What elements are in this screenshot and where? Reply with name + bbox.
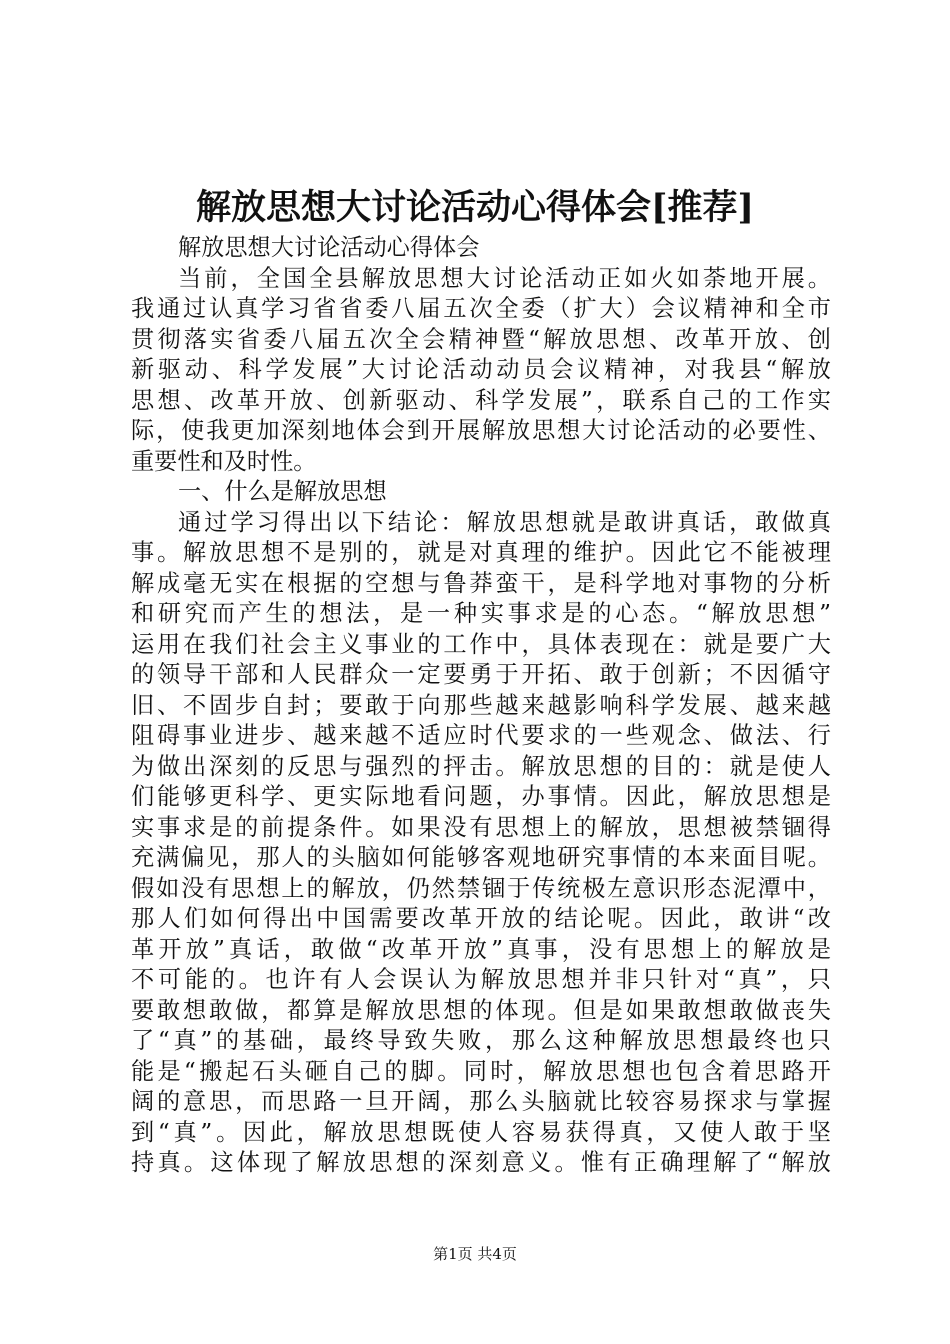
paragraph-line: 到“真”。因此，解放思想既使人容易获得真，又使人敢于坚 — [131, 1118, 831, 1146]
paragraph-line: 充满偏见，那人的头脑如何能够客观地研究事情的本来面目呢。 — [131, 844, 831, 871]
paragraph-line: 思想、改革开放、创新驱动、科学发展”，联系自己的工作实 — [131, 386, 831, 414]
paragraph-line: 解成毫无实在根据的空想与鲁莽蛮干，是科学地对事物的分析 — [131, 569, 831, 597]
paragraph-line: 阻碍事业进步、越来越不适应时代要求的一些观念、做法、行 — [131, 722, 831, 749]
paragraph-line: 为做出深刻的反思与强烈的抨击。解放思想的目的：就是使人 — [131, 752, 831, 780]
paragraph-line: 和研究而产生的想法，是一种实事求是的心态。“解放思想” — [131, 600, 831, 627]
paragraph-line: 的领导干部和人民群众一定要勇于开拓、敢于创新；不因循守 — [131, 661, 831, 688]
paragraph-line: 新驱动、科学发展”大讨论活动动员会议精神，对我县“解放 — [131, 356, 831, 383]
paragraph-line: 了“真”的基础，最终导致失败，那么这种解放思想最终也只 — [131, 1027, 831, 1054]
paragraph-line: 我通过认真学习省省委八届五次全委（扩大）会议精神和全市 — [131, 295, 831, 322]
paragraph-line: 际，使我更加深刻地体会到开展解放思想大讨论活动的必要性、 — [131, 417, 831, 444]
paragraph-line: 重要性和及时性。 — [131, 447, 317, 475]
paragraph-line: 假如没有思想上的解放，仍然禁锢于传统极左意识形态泥潭中， — [131, 874, 831, 902]
paragraph-line: 们能够更科学、更实际地看问题，办事情。因此，解放思想是 — [131, 783, 831, 810]
document-title: 解放思想大讨论活动心得体会[推荐] — [195, 187, 755, 228]
paragraph-line: 运用在我们社会主义事业的工作中，具体表现在：就是要广大 — [131, 630, 831, 658]
paragraph-line: 能是“搬起石头砸自己的脚。同时，解放思想也包含着思路开 — [131, 1057, 831, 1085]
paragraph-line: 实事求是的前提条件。如果没有思想上的解放，思想被禁锢得 — [131, 813, 831, 841]
subtitle-line: 解放思想大讨论活动心得体会 — [178, 234, 480, 261]
paragraph-line: 通过学习得出以下结论：解放思想就是敢讲真话，敢做真 — [178, 508, 831, 536]
paragraph-line: 那人们如何得出中国需要改革开放的结论呢。因此，敢讲“改 — [131, 905, 831, 932]
paragraph-line: 革开放”真话，敢做“改革开放”真事，没有思想上的解放是 — [131, 935, 831, 963]
paragraph-line: 持真。这体现了解放思想的深刻意义。惟有正确理解了“解放 — [131, 1149, 831, 1176]
document-body — [131, 233, 831, 1179]
paragraph-line: 旧、不固步自封；要敢于向那些越来越影响科学发展、越来越 — [131, 691, 831, 719]
paragraph-line: 要敢想敢做，都算是解放思想的体现。但是如果敢想敢做丧失 — [131, 996, 831, 1024]
paragraph-line: 阔的意思，而思路一旦开阔，那么头脑就比较容易探求与掌握 — [131, 1088, 831, 1115]
paragraph-line: 不可能的。也许有人会误认为解放思想并非只针对“真”，只 — [131, 966, 831, 993]
section-heading: 一、什么是解放思想 — [178, 478, 387, 505]
page-number: 第1页 共4页 — [433, 1245, 517, 1263]
paragraph-line: 贯彻落实省委八届五次全会精神暨“解放思想、改革开放、创 — [131, 325, 831, 353]
paragraph-line: 当前，全国全县解放思想大讨论活动正如火如荼地开展。 — [178, 264, 831, 292]
paragraph-line: 事。解放思想不是别的，就是对真理的维护。因此它不能被理 — [131, 539, 831, 566]
